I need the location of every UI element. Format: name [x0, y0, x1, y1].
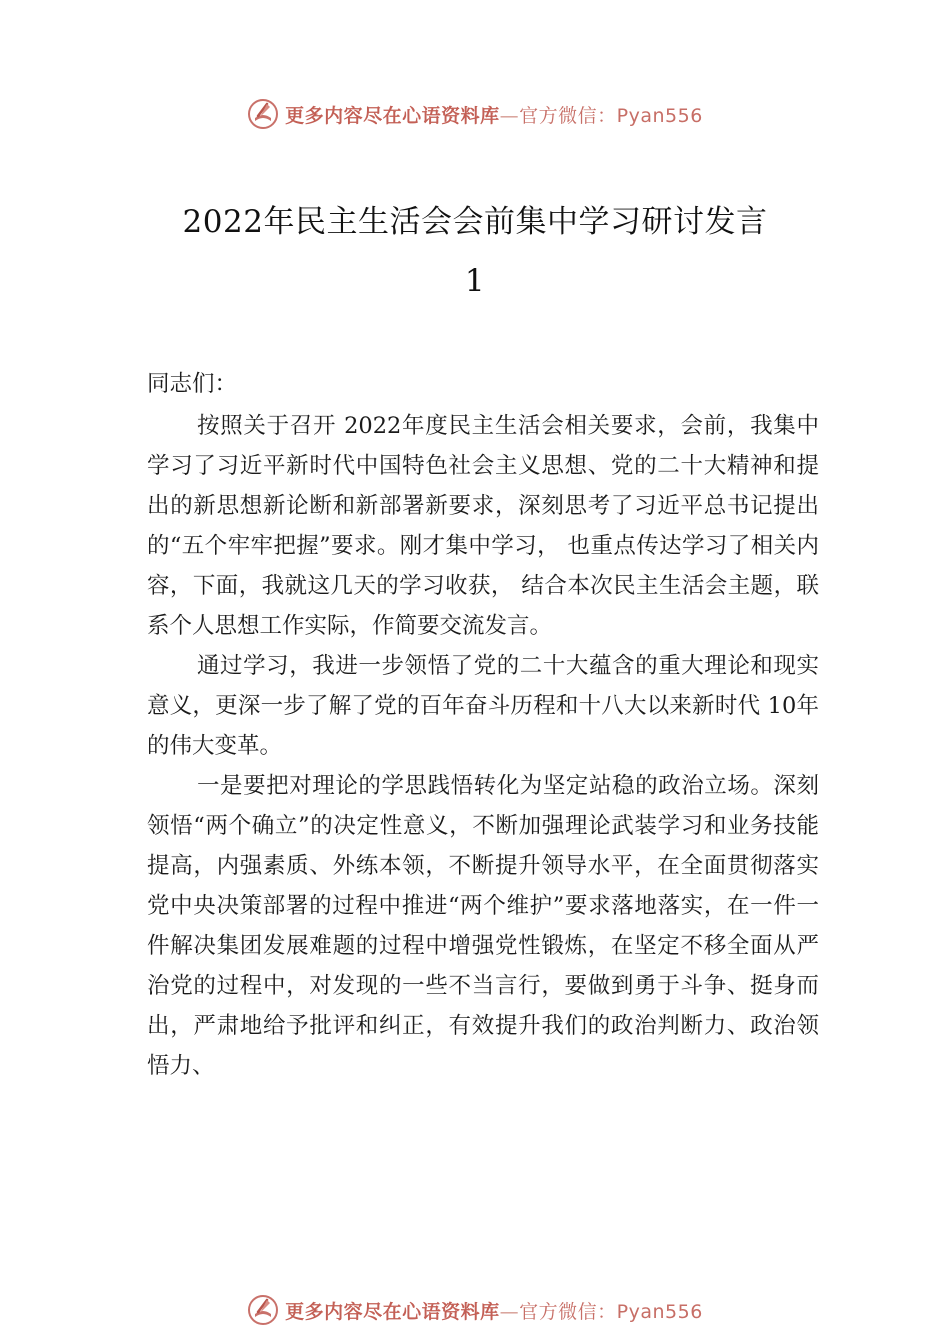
- salutation: 同志们：: [147, 371, 238, 397]
- paragraph: 一是要把对理论的学思践悟转化为坚定站稳的政治立场。深刻领悟“两个确立”的决定性意义，不断加强理论武装学习和业务技能提高，内强素质、外练本领，不断提升领导水平，在全面贯彻落实党中央决策部署的过程中推进“两个维护”要求落地落实，在一件一件解决集团发展难题的过程中增强党性锻炼，在坚定不移全面从严治党的过程中，对发现的一些不当言行，要做到勇于斗争、挺身而出，严肃地给予批评和纠正，有效提升我们的政治判断力、政治领悟力、: [147, 773, 819, 1079]
- document-body: [147, 364, 819, 1086]
- watermark-dash: —: [499, 1300, 520, 1323]
- paragraph: 通过学习，我进一步领悟了党的二十大蕴含的重大理论和现实意义，更深一步了解了党的百年奋斗历程和十八大以来新时代 10年的伟大变革。: [147, 653, 819, 759]
- book-quill-logo-icon: [247, 98, 279, 130]
- document-title-number: 1: [464, 263, 486, 299]
- header-watermark: [0, 96, 950, 132]
- watermark-brand: 更多内容尽在心语资料库: [285, 1300, 500, 1323]
- book-quill-logo-icon: [247, 1294, 279, 1326]
- footer-watermark: [0, 1292, 950, 1328]
- watermark-wechat: 官方微信：Pyan556: [519, 1300, 703, 1323]
- document-title: 2022年民主生活会会前集中学习研讨发言: [182, 204, 768, 240]
- watermark-text: [285, 101, 703, 128]
- watermark-dash: —: [499, 104, 520, 127]
- watermark-text: [285, 1297, 703, 1324]
- watermark-brand: 更多内容尽在心语资料库: [285, 104, 500, 127]
- paragraph: 按照关于召开 2022年度民主生活会相关要求，会前，我集中学习了习近平新时代中国特色社会主义思想、党的二十大精神和提出的新思想新论断和新部署新要求，深刻思考了习近平总书记提出的“五个牢牢把握”要求。刚才集中学习， 也重点传达学习了相关内容，下面，我就这几天的学习收获， 结合本次民主生活会主题，联系个人思想工作实际，作简要交流发言。: [147, 413, 819, 639]
- watermark-wechat: 官方微信：Pyan556: [519, 104, 703, 127]
